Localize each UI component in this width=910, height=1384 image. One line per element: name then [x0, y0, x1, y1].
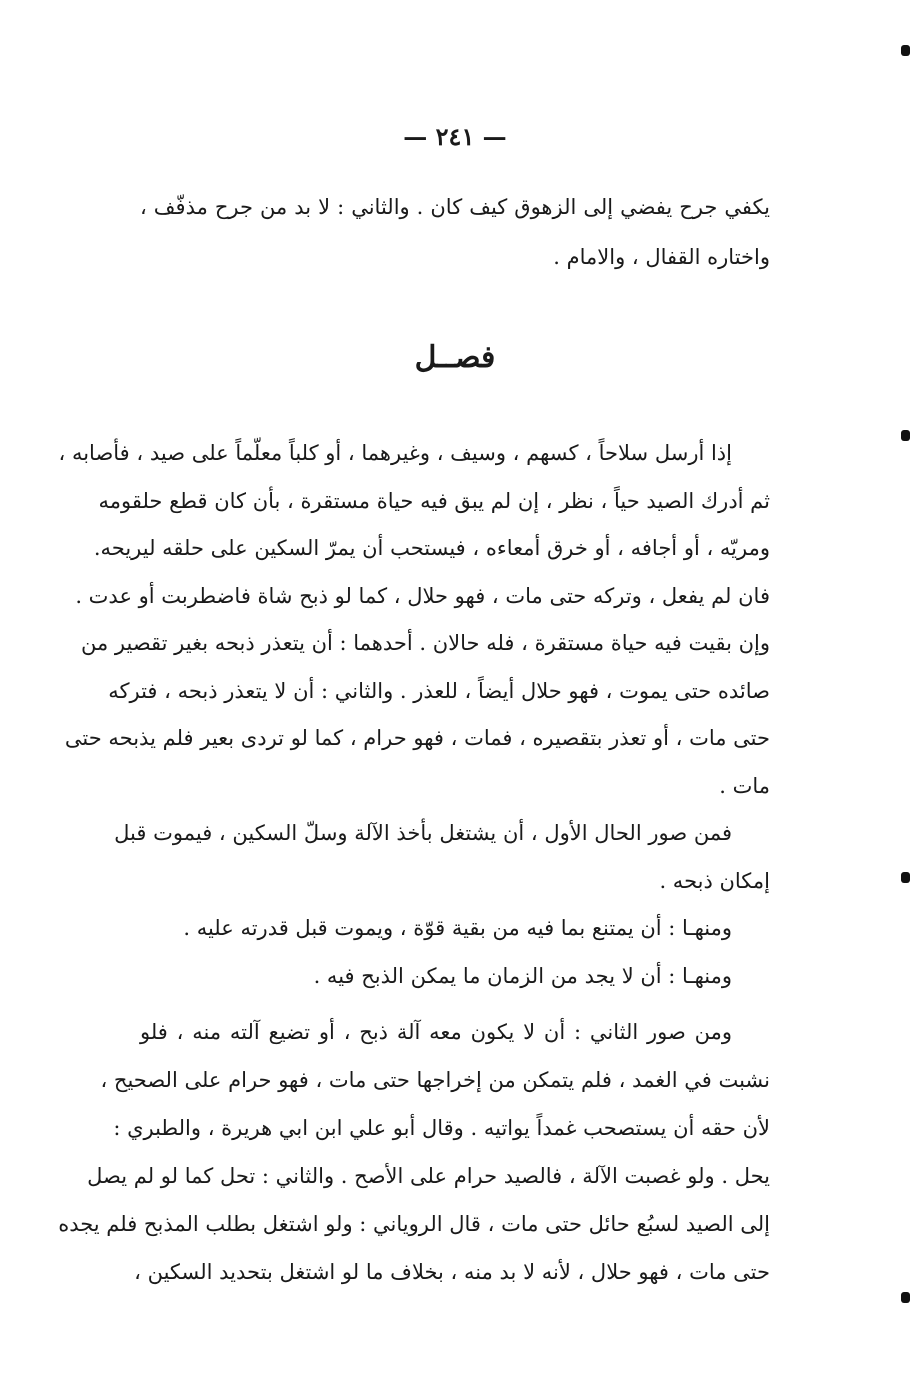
text-line: ومنهـا : أن لا يجد من الزمان ما يمكن الذبح فيه .	[313, 963, 732, 988]
text-line: صائده حتى يموت ، فهو حلال أيضاً ، للعذر . والثاني : أن لا يتعذر ذبحه ، فتركه	[108, 678, 770, 703]
text-line: إلى الصيد لسبُع حائل حتى مات ، قال الروياني : ولو اشتغل بطلب المذبح فلم يجده	[58, 1212, 770, 1236]
text-line: فمن صور الحال الأول ، أن يشتغل بأخذ الآلة وسلّ السكين ، فيموت قبل	[114, 821, 732, 845]
paragraph-main	[58, 430, 770, 810]
paragraph-first-case	[114, 810, 770, 1000]
margin-ink-mark	[901, 45, 910, 56]
text-line: وإن بقيت فيه حياة مستقرة ، فله حالان . أحدهما : أن يتعذر ذبحه بغير تقصير من	[80, 631, 770, 655]
paragraph-second-case	[58, 1008, 770, 1296]
text-line: حتى مات ، أو تعذر بتقصيره ، فمات ، فهو حرام ، كما لو تردى بعير فلم يذبحه حتى	[64, 726, 770, 750]
text-line: فان لم يفعل ، وتركه حتى مات ، فهو حلال ، كما لو ذبح شاة فاضطربت أو عدت .	[75, 583, 770, 608]
text-line: ومن صور الثاني : أن لا يكون معه آلة ذبح ، أو تضيع آلته منه ، فلو	[140, 1020, 732, 1044]
paragraph-continuation	[140, 182, 770, 282]
text-line: نشبت في الغمد ، فلم يتمكن من إخراجها حتى مات ، فهو حرام على الصحيح ،	[100, 1068, 770, 1092]
page-number: — ٢٤١ —	[403, 122, 507, 151]
section-heading: فصــل	[414, 340, 496, 375]
text-line: ثم أدرك الصيد حياً ، نظر ، إن لم يبق فيه حياة مستقرة ، بأن كان قطع حلقومه	[98, 488, 770, 513]
text-line: مات .	[719, 773, 770, 798]
text-line: ومنهـا : أن يمتنع بما فيه من بقية قوّة ، ويموت قبل قدرته عليه .	[183, 916, 732, 940]
text-line: يكفي جرح يفضي إلى الزهوق كيف كان . والثاني : لا بد من جرح مذفّف ،	[140, 195, 770, 219]
margin-ink-mark	[901, 430, 910, 441]
margin-ink-mark	[901, 1292, 910, 1303]
text-line: واختاره القفال ، والامام .	[553, 245, 770, 269]
text-line: ومريّه ، أو أجافه ، أو خرق أمعاءه ، فيستحب أن يمرّ السكين على حلقه ليريحه.	[93, 536, 770, 560]
text-line: إذا أرسل سلاحاً ، كسهم ، وسيف ، وغيرهما ، أو كلباً معلّماً على صيد ، فأصابه ،	[58, 441, 732, 465]
text-line: حتى مات ، فهو حلال ، لأنه لا بد منه ، بخلاف ما لو اشتغل بتحديد السكين ،	[134, 1260, 770, 1284]
text-line: يحل . ولو غصبت الآلة ، فالصيد حرام على الأصح . والثاني : تحل كما لو لم يصل	[87, 1164, 770, 1188]
margin-ink-mark	[901, 872, 910, 883]
text-line: إمكان ذبحه .	[659, 868, 770, 893]
text-line: لأن حقه أن يستصحب غمداً يواتيه . وقال أبو علي ابن ابي هريرة ، والطبري :	[113, 1116, 770, 1140]
